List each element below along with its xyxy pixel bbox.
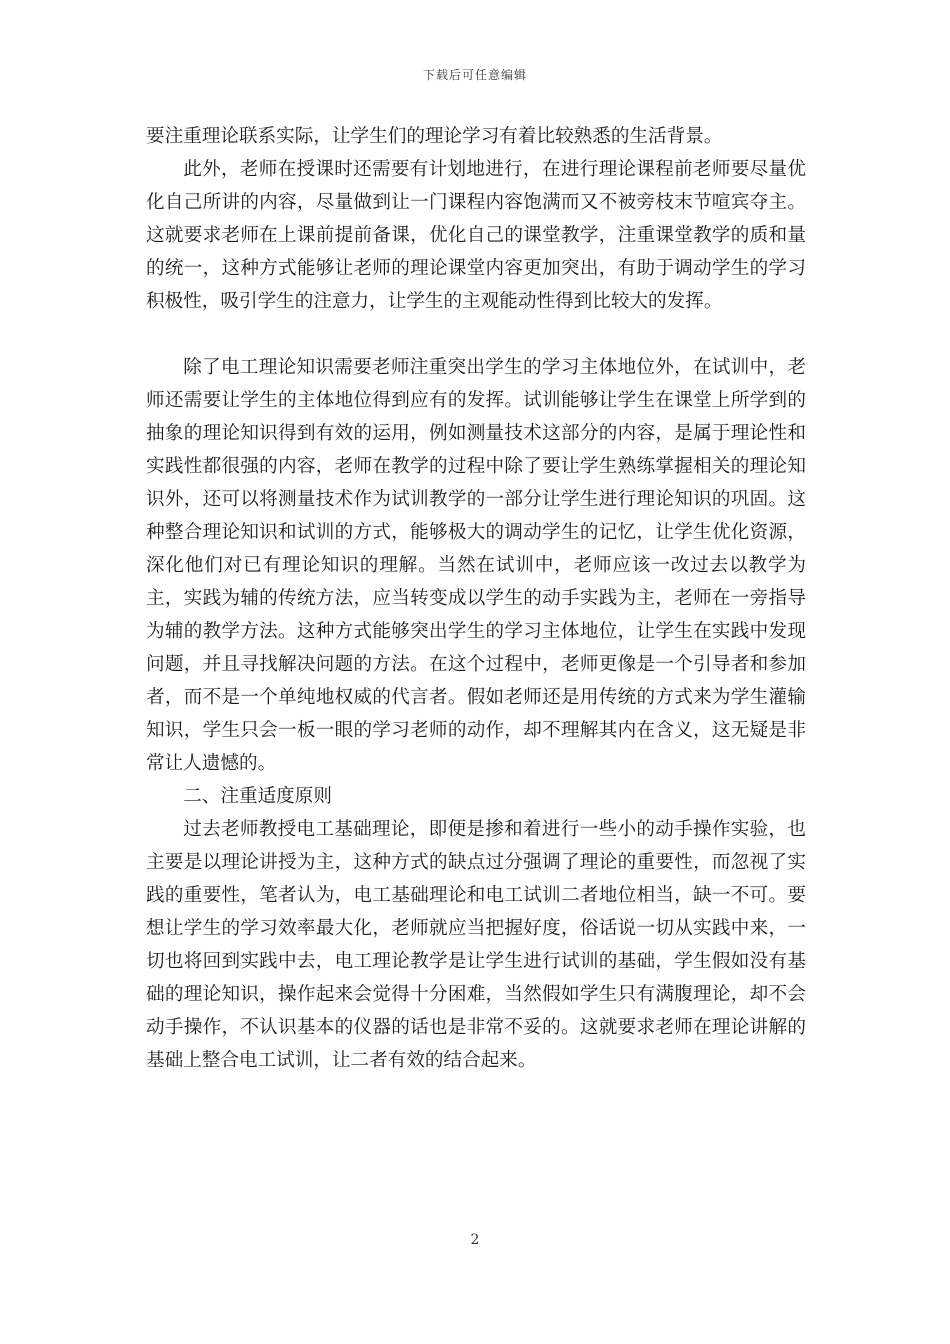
page-header: 下载后可任意编辑 <box>422 68 527 82</box>
paragraph-planning: 此外，老师在授课时还需要有计划地进行，在进行理论课程前老师要尽量优化自己所讲的内容，尽量做到让一门课程内容饱满而又不被旁枝末节喧宾夺主。这就要求老师在上课前提前备课，优化自己的课堂教学，注重课堂教学的质和量的统一，这种方式能够让老师的理论课堂内容更加突出，有助于调动学生的学习积极性，吸引学生的注意力，让学生的主观能动性得到比较大的发挥。 <box>146 159 806 312</box>
paragraph-training: 除了电工理论知识需要老师注重突出学生的学习主体地位外，在试训中，老师还需要让学生的主体地位得到应有的发挥。试训能够让学生在课堂上所学到的抽象的理论知识得到有效的运用，例如测量技术这部分的内容，是属于理论性和实践性都很强的内容，老师在教学的过程中除了要让学生熟练掌握相关的理论知识外，还可以将测量技术作为试训教学的一部分让学生进行理论知识的巩固。这种整合理论知识和试训的方式，能够极大的调动学生的记忆，让学生优化资源，深化他们对已有理论知识的理解。当然在试训中，老师应该一改过去以教学为主，实践为辅的传统方法，应当转变成以学生的动手实践为主，老师在一旁指导为辅的教学方法。这种方式能够突出学生的学习主体地位，让学生在实践中发现问题，并且寻找解决问题的方法。在这个过程中，老师更像是一个引导者和参加者，而不是一个单纯地权威的代言者。假如老师还是用传统的方式来为学生灌输知识，学生只会一板一眼的学习老师的动作，却不理解其内在含义，这无疑是非常让人遗憾的。 <box>146 357 806 774</box>
paragraph-continuation: 要注重理论联系实际，让学生们的理论学习有着比较熟悉的生活背景。 <box>146 126 723 147</box>
document-body <box>146 120 806 1077</box>
page-number: 2 <box>470 1232 480 1248</box>
section-heading: 二、注重适度原则 <box>183 786 332 807</box>
paragraph-moderation: 过去老师教授电工基础理论，即便是掺和着进行一些小的动手操作实验，也主要是以理论讲授为主，这种方式的缺点过分强调了理论的重要性，而忽视了实践的重要性，笔者认为，电工基础理论和电工试训二者地位相当，缺一不可。要想让学生的学习效率最大化，老师就应当把握好度，俗话说一切从实践中来，一切也将回到实践中去，电工理论教学是让学生进行试训的基础，学生假如没有基础的理论知识，操作起来会觉得十分困难，当然假如学生只有满腹理论，却不会动手操作，不认识基本的仪器的话也是非常不妥的。这就要求老师在理论讲解的基础上整合电工试训，让二者有效的结合起来。 <box>146 819 806 1071</box>
